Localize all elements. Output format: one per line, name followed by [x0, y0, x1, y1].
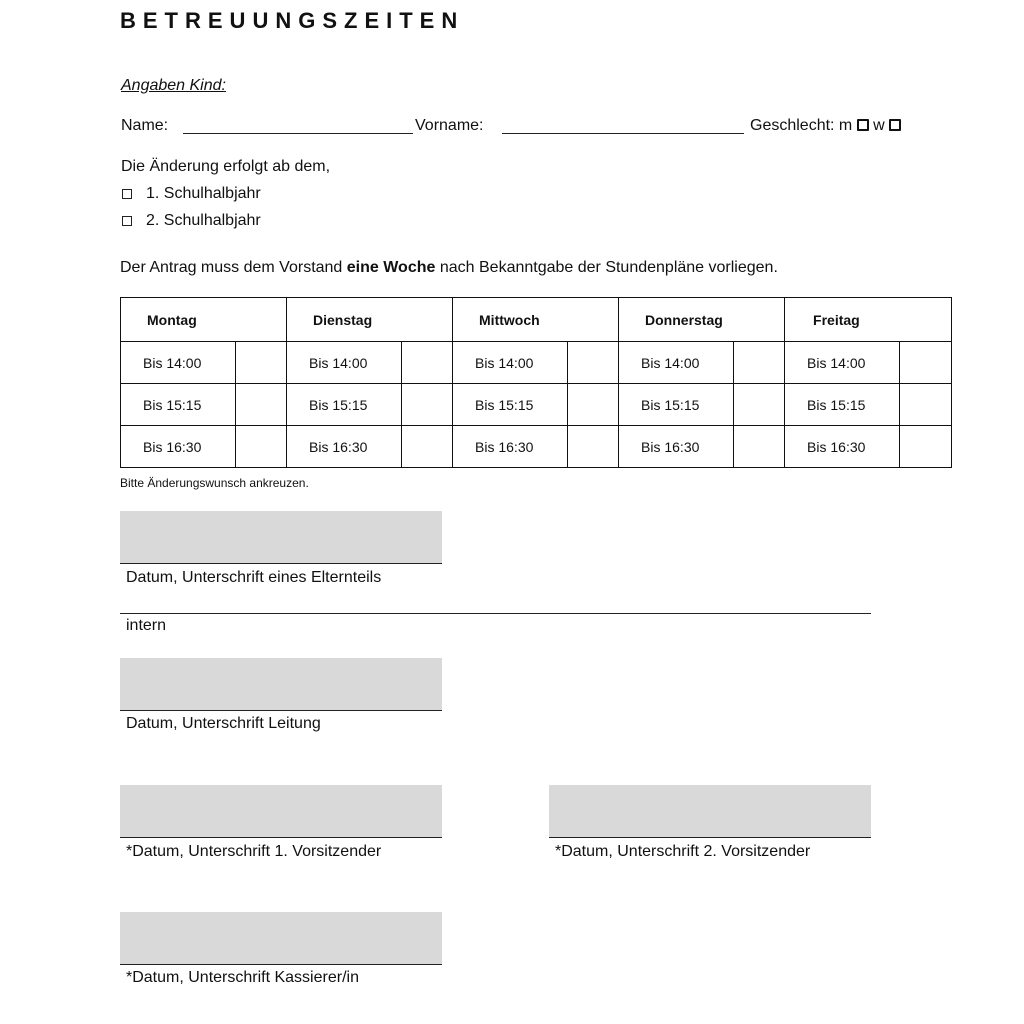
time-cell: Bis 15:15	[619, 384, 734, 426]
change-intro: Die Änderung erfolgt ab dem,	[121, 158, 331, 175]
day-header: Donnerstag	[619, 298, 785, 342]
section-heading-child: Angaben Kind:	[121, 77, 226, 94]
time-check-cell[interactable]	[734, 426, 785, 468]
time-check-cell[interactable]	[402, 384, 453, 426]
time-cell: Bis 14:00	[453, 342, 568, 384]
time-cell: Bis 14:00	[785, 342, 900, 384]
time-check-cell[interactable]	[236, 342, 287, 384]
schedule-table	[120, 297, 952, 468]
time-cell: Bis 16:30	[121, 426, 236, 468]
table-header-row	[121, 298, 952, 342]
day-header: Dienstag	[287, 298, 453, 342]
gender-m-checkbox[interactable]	[857, 119, 869, 131]
vorname-label: Vorname:	[415, 117, 484, 134]
gender-w-checkbox[interactable]	[889, 119, 901, 131]
treasurer-signature-label: *Datum, Unterschrift Kassierer/in	[126, 969, 359, 986]
time-check-cell[interactable]	[734, 342, 785, 384]
time-check-cell[interactable]	[900, 384, 952, 426]
time-check-cell[interactable]	[900, 342, 952, 384]
name-label: Name:	[121, 117, 169, 134]
geschlecht-label: Geschlecht: m	[750, 117, 853, 134]
chair1-signature-field[interactable]	[120, 785, 442, 838]
time-check-cell[interactable]	[568, 384, 619, 426]
geschlecht-field	[750, 117, 901, 135]
time-check-cell[interactable]	[402, 342, 453, 384]
document-title: BETREUUNGSZEITEN	[120, 8, 465, 33]
time-check-cell[interactable]	[568, 426, 619, 468]
time-check-cell[interactable]	[236, 426, 287, 468]
treasurer-signature-field[interactable]	[120, 912, 442, 965]
chair2-signature-field[interactable]	[549, 785, 871, 838]
leitung-signature-field[interactable]	[120, 658, 442, 711]
day-header: Freitag	[785, 298, 952, 342]
chair1-signature-label: *Datum, Unterschrift 1. Vorsitzender	[126, 843, 382, 860]
first-half-checkbox[interactable]	[122, 189, 132, 199]
parent-signature-field[interactable]	[120, 511, 442, 564]
time-check-cell[interactable]	[236, 384, 287, 426]
time-check-cell[interactable]	[568, 342, 619, 384]
time-cell: Bis 15:15	[785, 384, 900, 426]
time-cell: Bis 16:30	[785, 426, 900, 468]
parent-signature-label: Datum, Unterschrift eines Elternteils	[126, 569, 382, 586]
vorname-field[interactable]	[502, 133, 744, 134]
leitung-signature-label: Datum, Unterschrift Leitung	[126, 715, 321, 732]
second-half-checkbox[interactable]	[122, 216, 132, 226]
notice-emphasis: eine Woche	[346, 259, 436, 276]
time-cell: Bis 16:30	[287, 426, 402, 468]
submission-notice	[120, 259, 778, 277]
notice-text: Der Antrag muss dem Vorstand	[120, 259, 347, 276]
notice-text: nach Bekanntgabe der Stundenpläne vorliegen.	[435, 259, 778, 276]
time-cell: Bis 15:15	[287, 384, 402, 426]
day-header: Mittwoch	[453, 298, 619, 342]
chair2-signature-label: *Datum, Unterschrift 2. Vorsitzender	[555, 843, 811, 860]
option-label: 1. Schulhalbjahr	[146, 185, 261, 202]
option-second-half	[122, 212, 261, 230]
time-cell: Bis 14:00	[619, 342, 734, 384]
table-row	[121, 426, 952, 468]
day-header: Montag	[121, 298, 287, 342]
intern-divider	[120, 613, 871, 614]
time-cell: Bis 14:00	[287, 342, 402, 384]
table-note: Bitte Änderungswunsch ankreuzen.	[120, 476, 309, 490]
intern-label: intern	[126, 617, 167, 634]
gender-w-label: w	[873, 117, 885, 134]
time-cell: Bis 16:30	[453, 426, 568, 468]
time-check-cell[interactable]	[900, 426, 952, 468]
time-check-cell[interactable]	[402, 426, 453, 468]
table-row	[121, 342, 952, 384]
time-cell: Bis 15:15	[121, 384, 236, 426]
time-cell: Bis 15:15	[453, 384, 568, 426]
name-field[interactable]	[183, 133, 413, 134]
time-check-cell[interactable]	[734, 384, 785, 426]
option-first-half	[122, 185, 261, 203]
option-label: 2. Schulhalbjahr	[146, 212, 261, 229]
time-cell: Bis 14:00	[121, 342, 236, 384]
time-cell: Bis 16:30	[619, 426, 734, 468]
table-row	[121, 384, 952, 426]
